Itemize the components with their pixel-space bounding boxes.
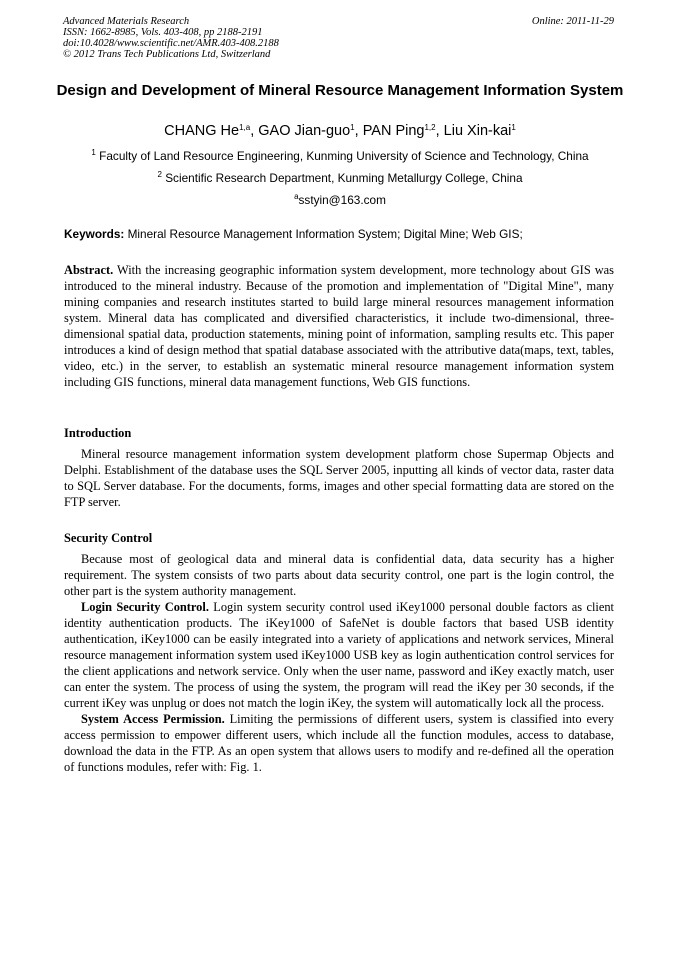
issn-line: ISSN: 1662-8985, Vols. 403-408, pp 2188-2191 [63, 27, 263, 38]
author-sup: 1 [350, 123, 355, 132]
keywords [64, 227, 624, 241]
author-name: GAO Jian-guo [258, 123, 351, 139]
access-permission-title: System Access Permission. [81, 712, 225, 726]
keywords-text: Mineral Resource Management Information System; Digital Mine; Web GIS; [127, 227, 523, 241]
author-name: CHANG He [164, 123, 240, 139]
author-sup: 1 [511, 123, 516, 132]
login-security-title: Login Security Control. [81, 600, 209, 614]
author-name: Liu Xin-kai [443, 123, 512, 139]
abstract [64, 262, 614, 390]
section-heading-introduction: Introduction [64, 426, 132, 440]
online-date: Online: 2011-11-29 [531, 16, 614, 27]
author-email [30, 193, 650, 207]
affiliation-2 [30, 171, 650, 185]
author-separator: , [250, 123, 259, 139]
email-sup: a [294, 192, 299, 201]
introduction-paragraph: Mineral resource management information system development platform chose Supermap Objects and Delphi. Establishment of the database uses the SQL Server 2005, inputting all kinds of vector data, raster data to SQL Server database. For the documents, forms, images and other special formatting data are stored on the FTP server. [64, 447, 614, 509]
affiliation-sup: 1 [91, 148, 96, 157]
keywords-label: Keywords: [64, 227, 125, 241]
introduction-body [64, 446, 614, 510]
author-separator: , [354, 123, 363, 139]
journal-name: Advanced Materials Research [63, 16, 190, 27]
security-paragraph-3 [64, 711, 614, 775]
author-separator: , [435, 123, 444, 139]
copyright-line: © 2012 Trans Tech Publications Ltd, Switzerland [63, 49, 271, 60]
access-permission-text: Limiting the permissions of different users, system is classified into every access permission to empower different users, which include all the function modules, access to database, download the data in the FTP. As an open system that allows users to modify and re-defined all the operation of functions modules, refer with: Fig. 1. [64, 712, 614, 774]
abstract-label: Abstract. [64, 263, 114, 277]
doi-line: doi:10.4028/www.scientific.net/AMR.403-408.2188 [63, 38, 279, 49]
journal-header [63, 16, 279, 60]
affiliation-text: Scientific Research Department, Kunming Metallurgy College, China [165, 171, 523, 185]
author-sup: 1,a [239, 123, 251, 132]
author-sup: 1,2 [424, 123, 436, 132]
login-security-text: Login system security control used iKey1000 personal double factors as client identity authentication products. The iKey1000 of SafeNet is double factors that based USB identity authentication, iKey1000 can be easily integrated into a variety of applications and network services, Mineral resource management information system used iKey1000 USB key as login authentication control services for the client applications and network service. Only when the user name, password and iKey exactly match, user can enter the system. The process of using the system, the program will read the iKey per 30 seconds, if the current iKey was unplug or does not match the login iKey, the system will automatically lock all the process. [64, 600, 614, 710]
affiliation-text: Faculty of Land Resource Engineering, Kunming University of Science and Technology, China [99, 149, 589, 163]
author-name: PAN Ping [362, 123, 425, 139]
security-paragraph-2 [64, 599, 614, 711]
author-list [40, 122, 640, 140]
paper-title: Design and Development of Mineral Resource Management Information System [56, 82, 624, 99]
email-link[interactable]: sstyin@163.com [298, 193, 386, 207]
abstract-text: With the increasing geographic information system development, more technology about GIS was introduced to the mineral industry. Because of the promotion and implementation of "Digital Mine", many mining companies and research institutes started to build large mineral resources management information system. Mineral data has complicated and diversified characteristics, it include two-dimensional, three-dimensional spatial data, production statements, mining point of information, sampling results etc. This paper introduces a kind of design method that spatial database associated with the attributive data(maps, text, tables, video, etc.) in the server, to establish an systematic mineral resource management information system including GIS functions, mineral data management functions, Web GIS functions. [64, 263, 615, 389]
affiliation-sup: 2 [157, 170, 162, 179]
security-control-body [64, 551, 614, 775]
security-paragraph-1: Because most of geological data and mineral data is confidential data, data security has a higher requirement. The system consists of two parts about data security control, one part is the login control, the other part is the system authority management. [64, 552, 614, 598]
section-heading-security-control: Security Control [64, 531, 153, 545]
affiliation-1 [30, 149, 650, 163]
